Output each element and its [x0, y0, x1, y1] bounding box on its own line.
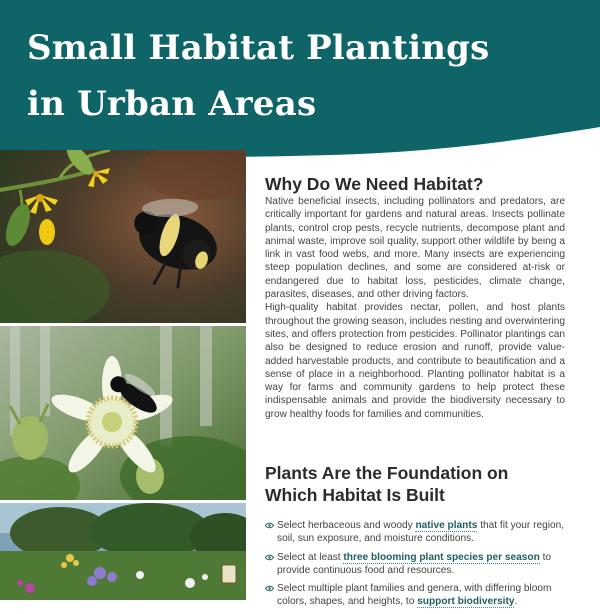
photo-bumblebee-tomato-flowers [0, 150, 246, 323]
photo-urban-garden [0, 503, 246, 600]
paragraph-insects-importance: Native beneficial insects, including pollinators and predators, are critically important for gardens and natural areas. Insects pollinate plants, control crop pests, recycle nutrients, decompose plant and animal waste, improve soil quality, support other wildlife by being a link in vast food webs, and more. Many insects are experiencing steep population declines, and some are considered at-risk or endangered due to habitat loss, pesticides, climate change, parasites, diseases, and other driving factors. [265, 196, 565, 301]
native-plants-link[interactable]: native plants [415, 520, 478, 531]
bullet-text-before: Select multiple plant families and genera, with differing bloom colors, shapes, and heights, to [277, 583, 552, 608]
photo-bee-passionflower [0, 326, 246, 500]
page-title-line-2: in Urban Areas [27, 84, 317, 124]
heading-plants-foundation: Plants Are the Foundation on Which Habitat Is Built [265, 463, 509, 505]
heading-why-habitat: Why Do We Need Habitat? [265, 174, 484, 194]
bullet-text-before: Select herbaceous and woody [277, 520, 416, 531]
support-biodiversity-link[interactable]: support biodiversity [417, 596, 515, 608]
main-content [265, 170, 566, 608]
page-title-line-1: Small Habitat Plantings [27, 28, 490, 68]
bullet-text-before: Select at least [277, 551, 344, 563]
header-wave-shape [0, 0, 600, 160]
list-item [265, 582, 565, 609]
blooming-species-link[interactable]: three blooming plant species per season [343, 551, 540, 563]
plant-selection-list [265, 519, 565, 609]
leaf-eye-icon [265, 585, 274, 592]
bullet-text-after: . [514, 596, 518, 608]
leaf-eye-icon [265, 522, 274, 529]
paragraph-habitat-benefits: High-quality habitat provides nectar, pollen, and host plants throughout the growing season, includes nesting and overwintering sites, and offers protection from pesticides. Pollinator plantings can also be designed to reduce erosion and runoff, provide value-added harvestable products, and contribute to beautification and a sense of place in a neighborhood. Planting pollinator habitat is a way for farms and community gardens to help protect these indispensable animals and provide the biodiversity necessary to grow healthy foods for families and communities. [265, 302, 566, 420]
bullet-text-after: to provide continuous food and resources. [277, 551, 552, 576]
header-banner [0, 0, 600, 160]
leaf-eye-icon [265, 554, 274, 561]
section-plants-foundation [265, 462, 565, 614]
list-item [265, 551, 565, 578]
bullet-text-after: that fit your region, soil, sun exposure, and moisture conditions. [277, 520, 565, 545]
list-item [265, 519, 565, 546]
